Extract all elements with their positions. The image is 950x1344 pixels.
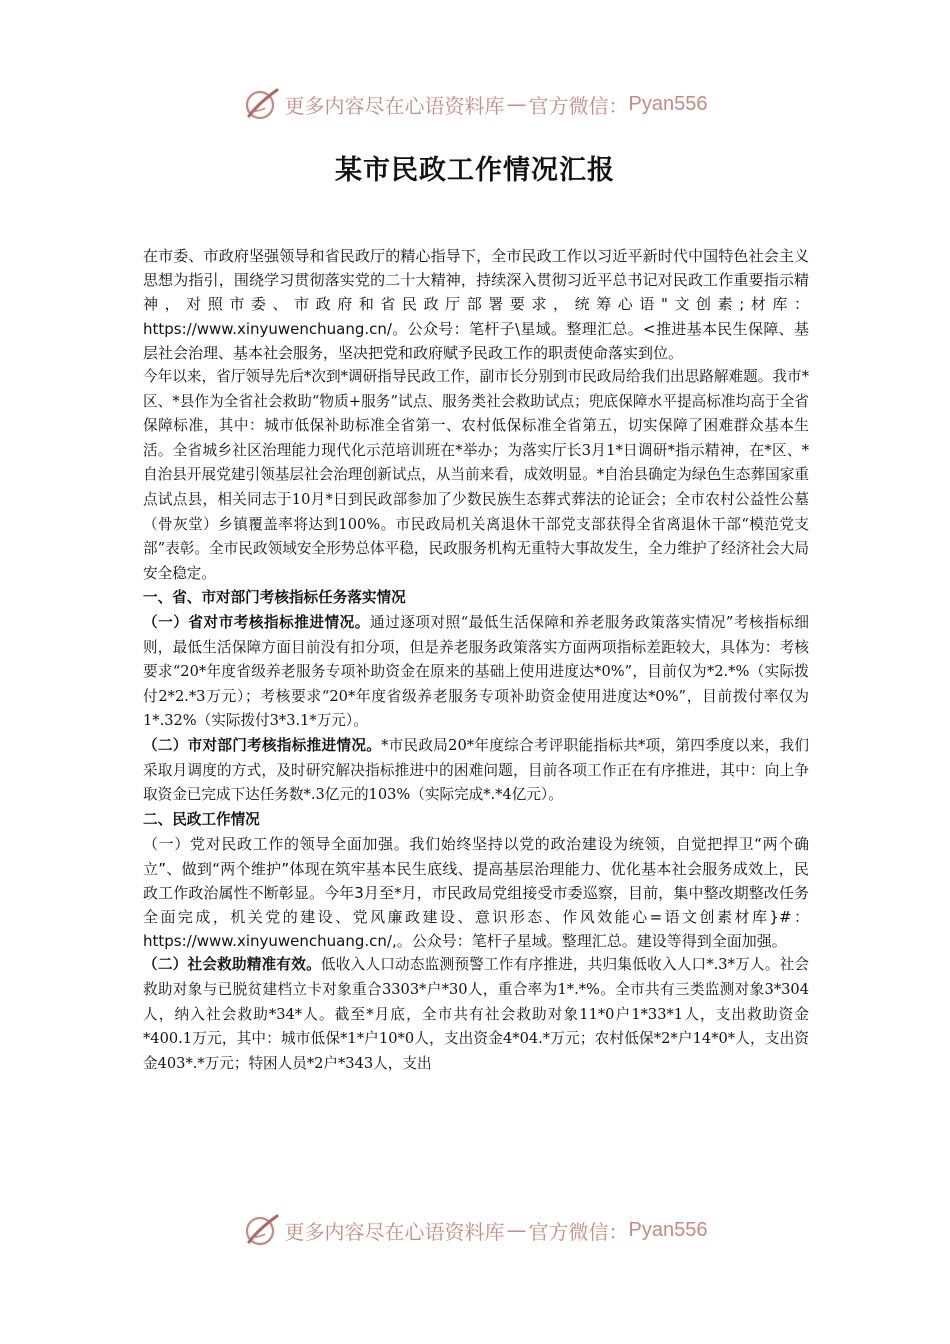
document-title: 某市民政工作情况汇报 <box>335 155 615 186</box>
header-watermark-banner <box>0 82 950 126</box>
banner-wechat-label: 官方微信： <box>528 93 629 118</box>
subsection-2-heading: （二）市对部门考核指标推进情况。 <box>143 736 382 754</box>
subsection-2-body: *市民政局20*年度综合考评职能指标共*项，第四季度以来，我们采取月调度的方式，及时研究解决指标推进中的困难问题，目前各项工作正在有序推进，其中：向上争取资金已完成下达任务数*.3亿元的103%（实际完成*.*4亿元）。 <box>143 736 809 804</box>
subsection-1-paragraph <box>143 611 809 734</box>
banner-text: 更多内容尽在心语资料库 <box>284 93 505 118</box>
footer-watermark-banner <box>0 1208 950 1252</box>
banner-text: 更多内容尽在心语资料库 <box>284 1219 505 1244</box>
intro-paragraph: 在市委、市政府坚强领导和省民政厅的精心指导下，全市民政工作以习近平新时代中国特色社会主义思想为指引，围绕学习贯彻落实党的二十大精神，持续深入贯彻习近平总书记对民政工作重要指示精神，对照市委、市政府和省民政厅部署要求，统筹心语"文创素;材库：https://www.xinyuwenchuang.cn/。公众号：笔杆子\星域。整理汇总。<推进基本民生保障、基层社会治理、基本社会服务，坚决把党和政府赋予民政工作的职责使命落实到位。 <box>143 247 809 362</box>
brush-logo-icon <box>243 86 281 122</box>
section-heading-2: 二、民政工作情况 <box>143 810 260 828</box>
brush-logo-icon <box>243 1212 281 1248</box>
overview-paragraph: 今年以来，省厅领导先后*次到*调研指导民政工作，副市长分别到市民政局给我们出思路解难题。我市*区、*县作为全省社会救助“物质+服务”试点、服务类社会救助试点；兜底保障水平提高标准均高于全省保障标准，其中：城市低保补助标准全省第一、农村低保标准全省第五，切实保障了困难群众基本生活。全省城乡社区治理能力现代化示范培训班在*举办；为落实厅长3月1*日调研*指示精神，在*区、*自治县开展党建引领基层社会治理创新试点，从当前来看，成效明显。*自治县确定为绿色生态葬国家重点试点县，相关同志于10月*日到民政部参加了少数民族生态葬式葬法的论证会；全市农村公益性公墓（骨灰堂）乡镇覆盖率将达到100%。市民政局机关离退休干部党支部获得全省离退休干部“模范党支部”表彰。全市民政领域安全形势总体平稳，民政服务机构无重特大事故发生，全力维护了经济社会大局安全稳定。 <box>143 368 809 582</box>
social-assistance-paragraph <box>143 953 809 1076</box>
subsection-2-paragraph <box>143 734 809 808</box>
section-heading-1: 一、省、市对部门考核指标任务落实情况 <box>143 589 406 607</box>
banner-separator: — <box>506 92 527 116</box>
banner-wechat-id: Pyan556 <box>628 92 708 115</box>
subsection-1-heading: （一）省对市考核指标推进情况。 <box>143 613 370 631</box>
banner-wechat-id: Pyan556 <box>628 1218 708 1241</box>
party-leadership-paragraph: （一）党对民政工作的领导全面加强。我们始终坚持以党的政治建设为统领，自觉把捍卫“两个确立”、做到“两个维护”体现在筑牢基本民生底线、提高基层治理能力、优化基本社会服务成效上，民政工作政治属性不断彰显。今年3月至*月，市民政局党组接受市委巡察，目前，集中整改期整改任务全面完成，机关党的建设、党风廉政建设、意识形态、作风效能心=语文创素材库}#：https://www.xinyuwenchuang.cn/,。公众号：笔杆子星域。整理汇总。建设等得到全面加强。 <box>143 835 809 951</box>
banner-wechat-label: 官方微信： <box>528 1219 629 1244</box>
subsection-1-body: 通过逐项对照“最低生活保障和养老服务政策落实情况”考核指标细则，最低生活保障方面目前没有扣分项，但是养老服务政策落实方面两项指标差距较大，具体为：考核要求“20*年度省级养老服务专项补助资金在原来的基础上使用进度达*0%”，目前仅为*2.*%（实际拨付2*2.*3万元）；考核要求“20*年度省级养老服务专项补助资金使用进度达*0%”，目前拨付率仅为1*.32%（实际拨付3*3.1*万元）。 <box>143 613 809 730</box>
social-assistance-heading: （二）社会救助精准有效。 <box>143 956 321 974</box>
social-assistance-body: 低收入人口动态监测预警工作有序推进，共归集低收入人口*.3*万人。社会救助对象与已脱贫建档立卡对象重合3303*户*30人，重合率为1*.*%。全市共有三类监测对象3*304人，纳入社会救助*34*人。截至*月底，全市共有社会救助对象11*0户1*33*1人，支出救助资金*400.1万元，其中：城市低保*1*户10*0人，支出资金4*04.*万元；农村低保*2*户14*0*人，支出资金403*.*万元；特困人员*2户*343人，支出 <box>143 956 809 1072</box>
banner-separator: — <box>506 1218 527 1242</box>
document-body <box>143 244 809 1076</box>
